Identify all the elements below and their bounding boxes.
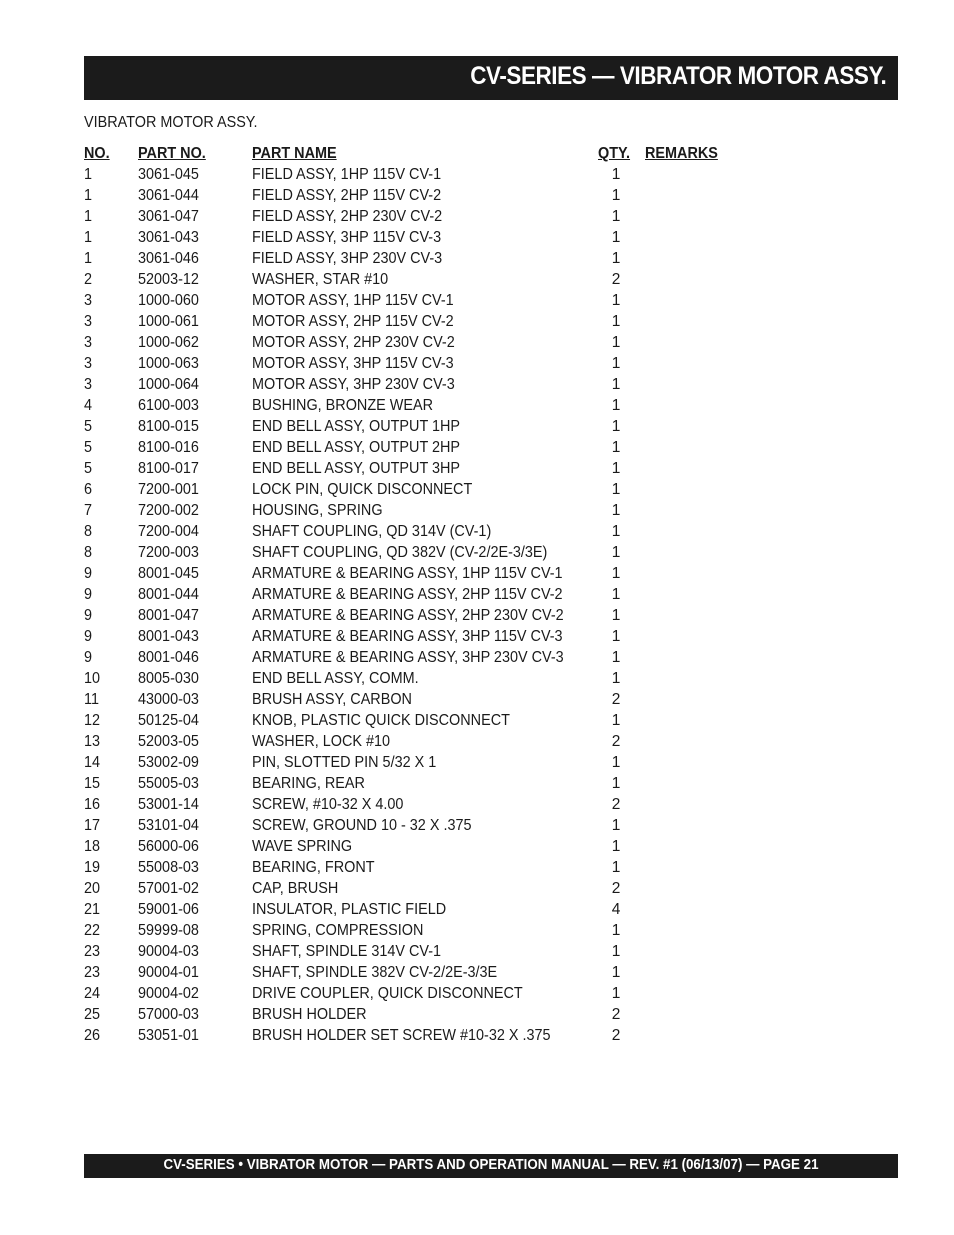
cell-part-no: 3061-045 [138,166,199,183]
cell-part-name: END BELL ASSY, OUTPUT 2HP [252,439,461,456]
cell-qty: 1 [611,397,621,414]
cell-no: 6 [84,481,93,498]
cell-no: 23 [84,964,101,981]
page-title: CV-SERIES — VIBRATOR MOTOR ASSY. [469,62,886,90]
table-row [84,248,784,269]
cell-part-no: 53101-04 [138,817,199,834]
cell-part-name: END BELL ASSY, OUTPUT 1HP [252,418,461,435]
table-row [84,836,784,857]
table-row [84,1025,784,1046]
cell-part-no: 1000-062 [138,334,199,351]
cell-qty: 1 [611,607,621,624]
cell-no: 1 [84,229,93,246]
cell-part-name: PIN, SLOTTED PIN 5/32 X 1 [252,754,437,771]
cell-part-name: BUSHING, BRONZE WEAR [252,397,434,414]
cell-part-name: MOTOR ASSY, 3HP 230V CV-3 [252,376,455,393]
cell-no: 3 [84,355,93,372]
table-row [84,332,784,353]
cell-part-no: 3061-046 [138,250,199,267]
cell-part-no: 8100-016 [138,439,199,456]
cell-part-name: SPRING, COMPRESSION [252,922,424,939]
cell-qty: 2 [611,691,621,708]
cell-part-name: SHAFT, SPINDLE 382V CV-2/2E-3/3E [252,964,498,981]
table-row [84,731,784,752]
cell-part-no: 90004-03 [138,943,199,960]
footer-bar [84,1154,898,1178]
cell-part-name: INSULATOR, PLASTIC FIELD [252,901,447,918]
cell-part-no: 55005-03 [138,775,199,792]
cell-no: 14 [84,754,101,771]
cell-qty: 1 [611,418,621,435]
cell-no: 21 [84,901,101,918]
cell-no: 18 [84,838,101,855]
cell-part-name: FIELD ASSY, 2HP 115V CV-2 [252,187,442,204]
cell-no: 1 [84,166,93,183]
cell-part-no: 52003-05 [138,733,199,750]
cell-part-no: 3061-047 [138,208,199,225]
cell-qty: 4 [611,901,621,918]
cell-no: 4 [84,397,93,414]
cell-no: 16 [84,796,101,813]
cell-no: 11 [84,691,99,708]
cell-part-name: END BELL ASSY, OUTPUT 3HP [252,460,461,477]
cell-part-name: ARMATURE & BEARING ASSY, 3HP 230V CV-3 [252,649,564,666]
table-row [84,311,784,332]
cell-qty: 1 [611,229,621,246]
cell-part-no: 53002-09 [138,754,199,771]
table-row [84,983,784,1004]
column-header-no: NO. [84,145,110,162]
cell-part-no: 43000-03 [138,691,199,708]
cell-part-no: 7200-001 [138,481,199,498]
table-row [84,857,784,878]
parts-table [84,143,784,1046]
cell-qty: 1 [611,292,621,309]
table-row [84,920,784,941]
cell-qty: 1 [611,502,621,519]
cell-no: 3 [84,292,93,309]
cell-qty: 1 [611,670,621,687]
cell-no: 17 [84,817,101,834]
cell-part-name: MOTOR ASSY, 2HP 230V CV-2 [252,334,455,351]
table-row [84,395,784,416]
table-row [84,542,784,563]
table-header [84,143,784,164]
cell-qty: 1 [611,586,621,603]
cell-part-no: 56000-06 [138,838,199,855]
table-row [84,500,784,521]
cell-no: 9 [84,649,93,666]
cell-part-no: 55008-03 [138,859,199,876]
table-row [84,752,784,773]
cell-part-name: ARMATURE & BEARING ASSY, 2HP 115V CV-2 [252,586,563,603]
cell-no: 9 [84,607,93,624]
cell-part-name: SHAFT, SPINDLE 314V CV-1 [252,943,442,960]
cell-part-name: BRUSH HOLDER SET SCREW #10-32 X .375 [252,1027,551,1044]
cell-part-no: 8001-045 [138,565,199,582]
cell-no: 12 [84,712,101,729]
column-header-part-no: PART NO. [138,145,206,162]
cell-no: 5 [84,418,93,435]
table-row [84,416,784,437]
cell-part-name: HOUSING, SPRING [252,502,383,519]
cell-part-no: 59001-06 [138,901,199,918]
cell-qty: 1 [611,187,621,204]
table-row [84,1004,784,1025]
cell-qty: 1 [611,355,621,372]
table-row [84,794,784,815]
cell-no: 23 [84,943,101,960]
cell-part-no: 3061-043 [138,229,199,246]
cell-part-no: 1000-060 [138,292,199,309]
cell-part-name: ARMATURE & BEARING ASSY, 3HP 115V CV-3 [252,628,563,645]
table-row [84,710,784,731]
cell-no: 3 [84,376,93,393]
table-row [84,227,784,248]
cell-no: 15 [84,775,101,792]
table-row [84,584,784,605]
cell-no: 24 [84,985,101,1002]
cell-no: 3 [84,313,93,330]
cell-part-no: 3061-044 [138,187,199,204]
cell-part-name: FIELD ASSY, 1HP 115V CV-1 [252,166,442,183]
cell-qty: 1 [611,208,621,225]
table-row [84,941,784,962]
cell-qty: 1 [611,838,621,855]
cell-no: 22 [84,922,101,939]
cell-qty: 1 [611,985,621,1002]
column-header-remarks: REMARKS [645,145,718,162]
table-row [84,605,784,626]
cell-no: 10 [84,670,101,687]
cell-no: 9 [84,628,93,645]
cell-part-name: ARMATURE & BEARING ASSY, 1HP 115V CV-1 [252,565,563,582]
table-row [84,374,784,395]
cell-part-name: SCREW, #10-32 X 4.00 [252,796,404,813]
cell-no: 25 [84,1006,101,1023]
cell-part-name: BEARING, FRONT [252,859,375,876]
cell-part-name: BRUSH ASSY, CARBON [252,691,412,708]
cell-part-no: 50125-04 [138,712,199,729]
cell-qty: 1 [611,439,621,456]
cell-qty: 1 [611,649,621,666]
cell-part-name: MOTOR ASSY, 3HP 115V CV-3 [252,355,454,372]
cell-qty: 2 [611,796,621,813]
cell-part-no: 8001-043 [138,628,199,645]
table-row [84,878,784,899]
cell-qty: 1 [611,481,621,498]
page-title-bar [84,56,898,100]
cell-no: 19 [84,859,101,876]
table-row [84,479,784,500]
cell-qty: 1 [611,964,621,981]
cell-part-no: 1000-063 [138,355,199,372]
table-row [84,563,784,584]
table-row [84,206,784,227]
cell-qty: 1 [611,334,621,351]
cell-part-no: 90004-02 [138,985,199,1002]
cell-part-name: FIELD ASSY, 3HP 115V CV-3 [252,229,442,246]
cell-no: 26 [84,1027,101,1044]
cell-part-no: 7200-003 [138,544,199,561]
cell-part-name: BRUSH HOLDER [252,1006,367,1023]
cell-part-no: 59999-08 [138,922,199,939]
cell-part-name: BEARING, REAR [252,775,365,792]
cell-no: 1 [84,250,93,267]
table-row [84,353,784,374]
cell-part-name: LOCK PIN, QUICK DISCONNECT [252,481,473,498]
cell-part-no: 8005-030 [138,670,199,687]
cell-part-name: SHAFT COUPLING, QD 314V (CV-1) [252,523,492,540]
cell-no: 7 [84,502,93,519]
table-row [84,689,784,710]
table-row [84,962,784,983]
cell-part-name: WAVE SPRING [252,838,353,855]
cell-part-no: 7200-002 [138,502,199,519]
cell-part-no: 1000-061 [138,313,199,330]
table-row [84,437,784,458]
cell-qty: 1 [611,544,621,561]
cell-no: 5 [84,439,93,456]
cell-qty: 2 [611,880,621,897]
cell-part-name: FIELD ASSY, 2HP 230V CV-2 [252,208,443,225]
table-row [84,815,784,836]
cell-no: 8 [84,544,93,561]
table-row [84,521,784,542]
cell-qty: 2 [611,1006,621,1023]
cell-qty: 2 [611,271,621,288]
cell-qty: 1 [611,775,621,792]
table-row [84,647,784,668]
cell-no: 9 [84,586,93,603]
footer-text: CV-SERIES • VIBRATOR MOTOR — PARTS AND OPERATION MANUAL — REV. #1 (06/13/07) — PAGE 21 [163,1157,819,1173]
cell-part-name: MOTOR ASSY, 1HP 115V CV-1 [252,292,454,309]
table-row [84,458,784,479]
cell-part-no: 57001-02 [138,880,199,897]
cell-qty: 1 [611,712,621,729]
table-row [84,899,784,920]
cell-part-no: 8001-046 [138,649,199,666]
cell-part-name: MOTOR ASSY, 2HP 115V CV-2 [252,313,454,330]
column-header-qty: QTY. [598,145,631,162]
cell-part-no: 8100-015 [138,418,199,435]
cell-part-name: ARMATURE & BEARING ASSY, 2HP 230V CV-2 [252,607,564,624]
cell-qty: 1 [611,817,621,834]
cell-part-no: 8100-017 [138,460,199,477]
cell-part-no: 6100-003 [138,397,199,414]
cell-part-name: DRIVE COUPLER, QUICK DISCONNECT [252,985,523,1002]
cell-part-no: 8001-047 [138,607,199,624]
cell-qty: 1 [611,166,621,183]
cell-part-name: KNOB, PLASTIC QUICK DISCONNECT [252,712,510,729]
cell-qty: 1 [611,859,621,876]
cell-no: 20 [84,880,101,897]
cell-part-name: SCREW, GROUND 10 - 32 X .375 [252,817,472,834]
cell-no: 5 [84,460,93,477]
cell-part-name: FIELD ASSY, 3HP 230V CV-3 [252,250,443,267]
cell-qty: 2 [611,1027,621,1044]
table-row [84,164,784,185]
section-label: VIBRATOR MOTOR ASSY. [84,114,258,131]
table-row [84,626,784,647]
cell-qty: 1 [611,460,621,477]
cell-part-name: END BELL ASSY, COMM. [252,670,419,687]
table-row [84,185,784,206]
cell-qty: 1 [611,922,621,939]
cell-part-no: 7200-004 [138,523,199,540]
cell-qty: 1 [611,250,621,267]
cell-no: 2 [84,271,93,288]
cell-no: 9 [84,565,93,582]
cell-qty: 1 [611,376,621,393]
cell-part-name: SHAFT COUPLING, QD 382V (CV-2/2E-3/3E) [252,544,548,561]
table-row [84,773,784,794]
cell-no: 1 [84,187,93,204]
cell-part-no: 52003-12 [138,271,199,288]
cell-no: 8 [84,523,93,540]
cell-part-name: CAP, BRUSH [252,880,339,897]
cell-part-no: 8001-044 [138,586,199,603]
cell-part-no: 53051-01 [138,1027,199,1044]
cell-part-no: 53001-14 [138,796,199,813]
cell-part-name: WASHER, LOCK #10 [252,733,391,750]
table-row [84,269,784,290]
cell-qty: 1 [611,565,621,582]
table-row [84,290,784,311]
cell-no: 3 [84,334,93,351]
cell-part-name: WASHER, STAR #10 [252,271,389,288]
cell-qty: 1 [611,523,621,540]
cell-qty: 1 [611,313,621,330]
cell-qty: 1 [611,754,621,771]
cell-no: 1 [84,208,93,225]
cell-part-no: 90004-01 [138,964,199,981]
cell-part-no: 57000-03 [138,1006,199,1023]
column-header-part-name: PART NAME [252,145,337,162]
cell-qty: 2 [611,733,621,750]
cell-qty: 1 [611,943,621,960]
cell-part-no: 1000-064 [138,376,199,393]
cell-no: 13 [84,733,101,750]
table-row [84,668,784,689]
cell-qty: 1 [611,628,621,645]
